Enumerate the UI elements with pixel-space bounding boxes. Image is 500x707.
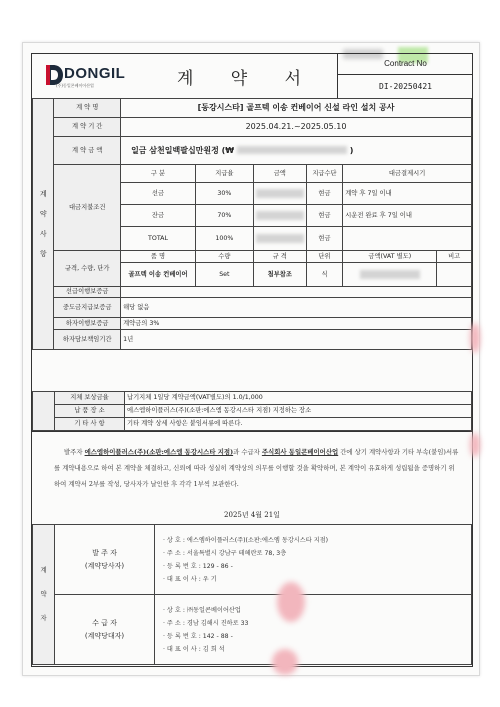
contractor-line: · 상 호 : ㈜동일콘베이어산업 (163, 606, 241, 614)
contract-frame (31, 53, 473, 667)
extra-side-cell (33, 392, 55, 431)
spec-note (437, 263, 472, 287)
payment-row-timing (343, 227, 472, 251)
contract-terms-table (32, 98, 472, 350)
company-logo (44, 63, 130, 91)
contract-extra-table (32, 391, 472, 431)
spec-header-qty: 수량 (195, 251, 253, 263)
contract-document (22, 42, 480, 676)
orderer-label-cell (55, 525, 155, 595)
payment-row-rate: 100% (195, 227, 253, 251)
payment-row-means: 현금 (306, 227, 342, 251)
misc-label: 기 타 사 항 (55, 418, 125, 431)
contract-name: [동강시스타] 골프텍 이송 컨베이어 신설 라인 설치 공사 (121, 99, 472, 118)
spec-header-note: 비고 (437, 251, 472, 263)
contract-period-label: 계 약 기 간 (54, 118, 121, 137)
redacted-cell (253, 205, 306, 227)
spec-qty: Set (195, 263, 253, 287)
redacted-cell (253, 183, 306, 205)
contract-header (32, 54, 472, 99)
payment-row-rate: 70% (195, 205, 253, 227)
spec-header-size: 규 격 (253, 251, 306, 263)
payment-row-type: 잔금 (121, 205, 196, 227)
redacted-cell (253, 227, 306, 251)
paragraph-contractor: 주식회사 동일콘베이어산업 (261, 448, 339, 456)
misc-value: 계약금의 3% (121, 318, 472, 330)
payment-header-means: 지급수단 (306, 165, 342, 183)
redaction-edge-mark (470, 323, 480, 353)
spec-item: 골프텍 이송 컨베이어 (121, 263, 196, 287)
misc-value: 1년 (121, 330, 472, 350)
paragraph-text: 발주자 (64, 448, 85, 456)
misc-value: 납기지체 1일당 계약금액(VAT별도)의 1.0/1,000 (125, 392, 472, 405)
logo-text: DONGIL (64, 65, 126, 82)
spec-label: 규격, 수량, 단가 (54, 251, 121, 287)
payment-header-rate: 지급율 (195, 165, 253, 183)
contract-amount-text: 일금 삼천일백팔십만원정 (₩ (131, 145, 235, 155)
spec-size: 첨부참조 (253, 263, 306, 287)
spec-header-unit: 단위 (306, 251, 342, 263)
contract-date: 2025년 4월 21일 (224, 511, 280, 519)
payment-row-type: TOTAL (121, 227, 196, 251)
document-title: 계 약 서 (176, 69, 318, 89)
spec-unit: 식 (306, 263, 342, 287)
contractor-label: 수 급 자 (92, 619, 117, 628)
orderer-details (155, 525, 472, 595)
parties-table (32, 524, 472, 665)
spec-header-item: 품 명 (121, 251, 196, 263)
agreement-paragraph-block (32, 431, 472, 527)
contract-amount-label: 계 약 금 액 (54, 137, 121, 165)
contractor-line: · 대 표 이 사 : 김 희 석 (163, 645, 225, 653)
paragraph-text: 간에 상기 계약사항과 기타 부속(붙임)서류를 계약내용으로 하여 본 계약을 체결하고, 신뢰에 따라 성실히 계약상의 의무를 이행할 것을 확약하며, 본 계약이 유효하게 성립됨을 증명하기 위하여 계약서 2부를 작성, 당사자가 날인한 후 각각 1부씩 보관한다. (54, 448, 459, 488)
payment-header-type: 구 분 (121, 165, 196, 183)
orderer-line: · 등 록 번 호 : 129 - 86 - (163, 562, 233, 570)
payment-row-timing: 시운전 완료 후 7일 이내 (343, 205, 472, 227)
payment-row-timing: 계약 후 7일 이내 (343, 183, 472, 205)
contractor-line: · 주 소 : 경남 김해시 진하로 33 (163, 619, 249, 627)
payment-row-type: 선금 (121, 183, 196, 205)
misc-label: 선급이행보증금 (54, 287, 121, 298)
payment-terms-label: 대금지불조건 (54, 165, 121, 251)
payment-header-timing: 대금결제시기 (343, 165, 472, 183)
misc-label: 하자담보책임기간 (54, 330, 121, 350)
contract-name-label: 계 약 명 (54, 99, 121, 118)
orderer-label: 발 주 자 (92, 549, 117, 558)
redacted-cell (343, 263, 437, 287)
contractor-details (155, 595, 472, 665)
paragraph-orderer: 에스엠하이플러스(주)(소판:에스엠 동강시스타 지점) (84, 448, 234, 456)
contract-period: 2025.04.21.~2025.05.10 (121, 118, 472, 137)
redacted-amount (237, 146, 347, 154)
contract-number-label: Contract No (338, 54, 473, 75)
redacted-seal (272, 649, 298, 675)
misc-value: 해당 없음 (121, 298, 472, 318)
orderer-line: · 주 소 : 서울특별시 강남구 테헤란로 78, 3층 (163, 549, 287, 557)
contractor-label-cell (55, 595, 155, 665)
misc-label: 중도금지급보증금 (54, 298, 121, 318)
orderer-line: · 상 호 : 에스엠하이플러스(주)(소판:에스엠 동강시스타 지점) (163, 536, 329, 544)
misc-value: 기타 계약 상세 사항은 붙임서류에 따른다. (125, 418, 472, 431)
logo-subtext: (주)동일콘베이어산업 (56, 83, 94, 88)
redaction-edge-mark (470, 433, 480, 457)
spec-header-amount: 금액(VAT 별도) (343, 251, 437, 263)
agreement-paragraph (54, 444, 459, 492)
payment-row-means: 현금 (306, 183, 342, 205)
orderer-line: · 대 표 이 사 : 우 기 (163, 575, 217, 583)
payment-row-means: 현금 (306, 205, 342, 227)
contract-amount-close: ) (349, 145, 354, 155)
misc-label: 지체 보상금율 (55, 392, 125, 405)
misc-label: 하자이행보증금 (54, 318, 121, 330)
payment-header-amount: 금액 (253, 165, 306, 183)
redacted-seal (277, 582, 305, 622)
contract-number-box (337, 54, 473, 98)
misc-label: 납 품 장 소 (55, 405, 125, 418)
contract-number-value: DI-20250421 (379, 82, 432, 91)
orderer-sublabel: (계약당사자) (84, 561, 125, 570)
parties-side-label: 계 약 자 (33, 525, 55, 665)
misc-value (121, 287, 472, 298)
contract-terms-side-label: 계 약 사 항 (33, 99, 54, 350)
contractor-line: · 등 록 번 호 : 142 - 88 - (163, 632, 233, 640)
contract-amount (121, 137, 472, 165)
misc-value: 에스엠하이플러스(주)(소판:에스엠 동강시스타 지점) 지정하는 장소 (125, 405, 472, 418)
payment-row-rate: 30% (195, 183, 253, 205)
paragraph-text: 과 수급자 (233, 448, 262, 456)
contractor-sublabel: (계약당대자) (84, 631, 125, 640)
